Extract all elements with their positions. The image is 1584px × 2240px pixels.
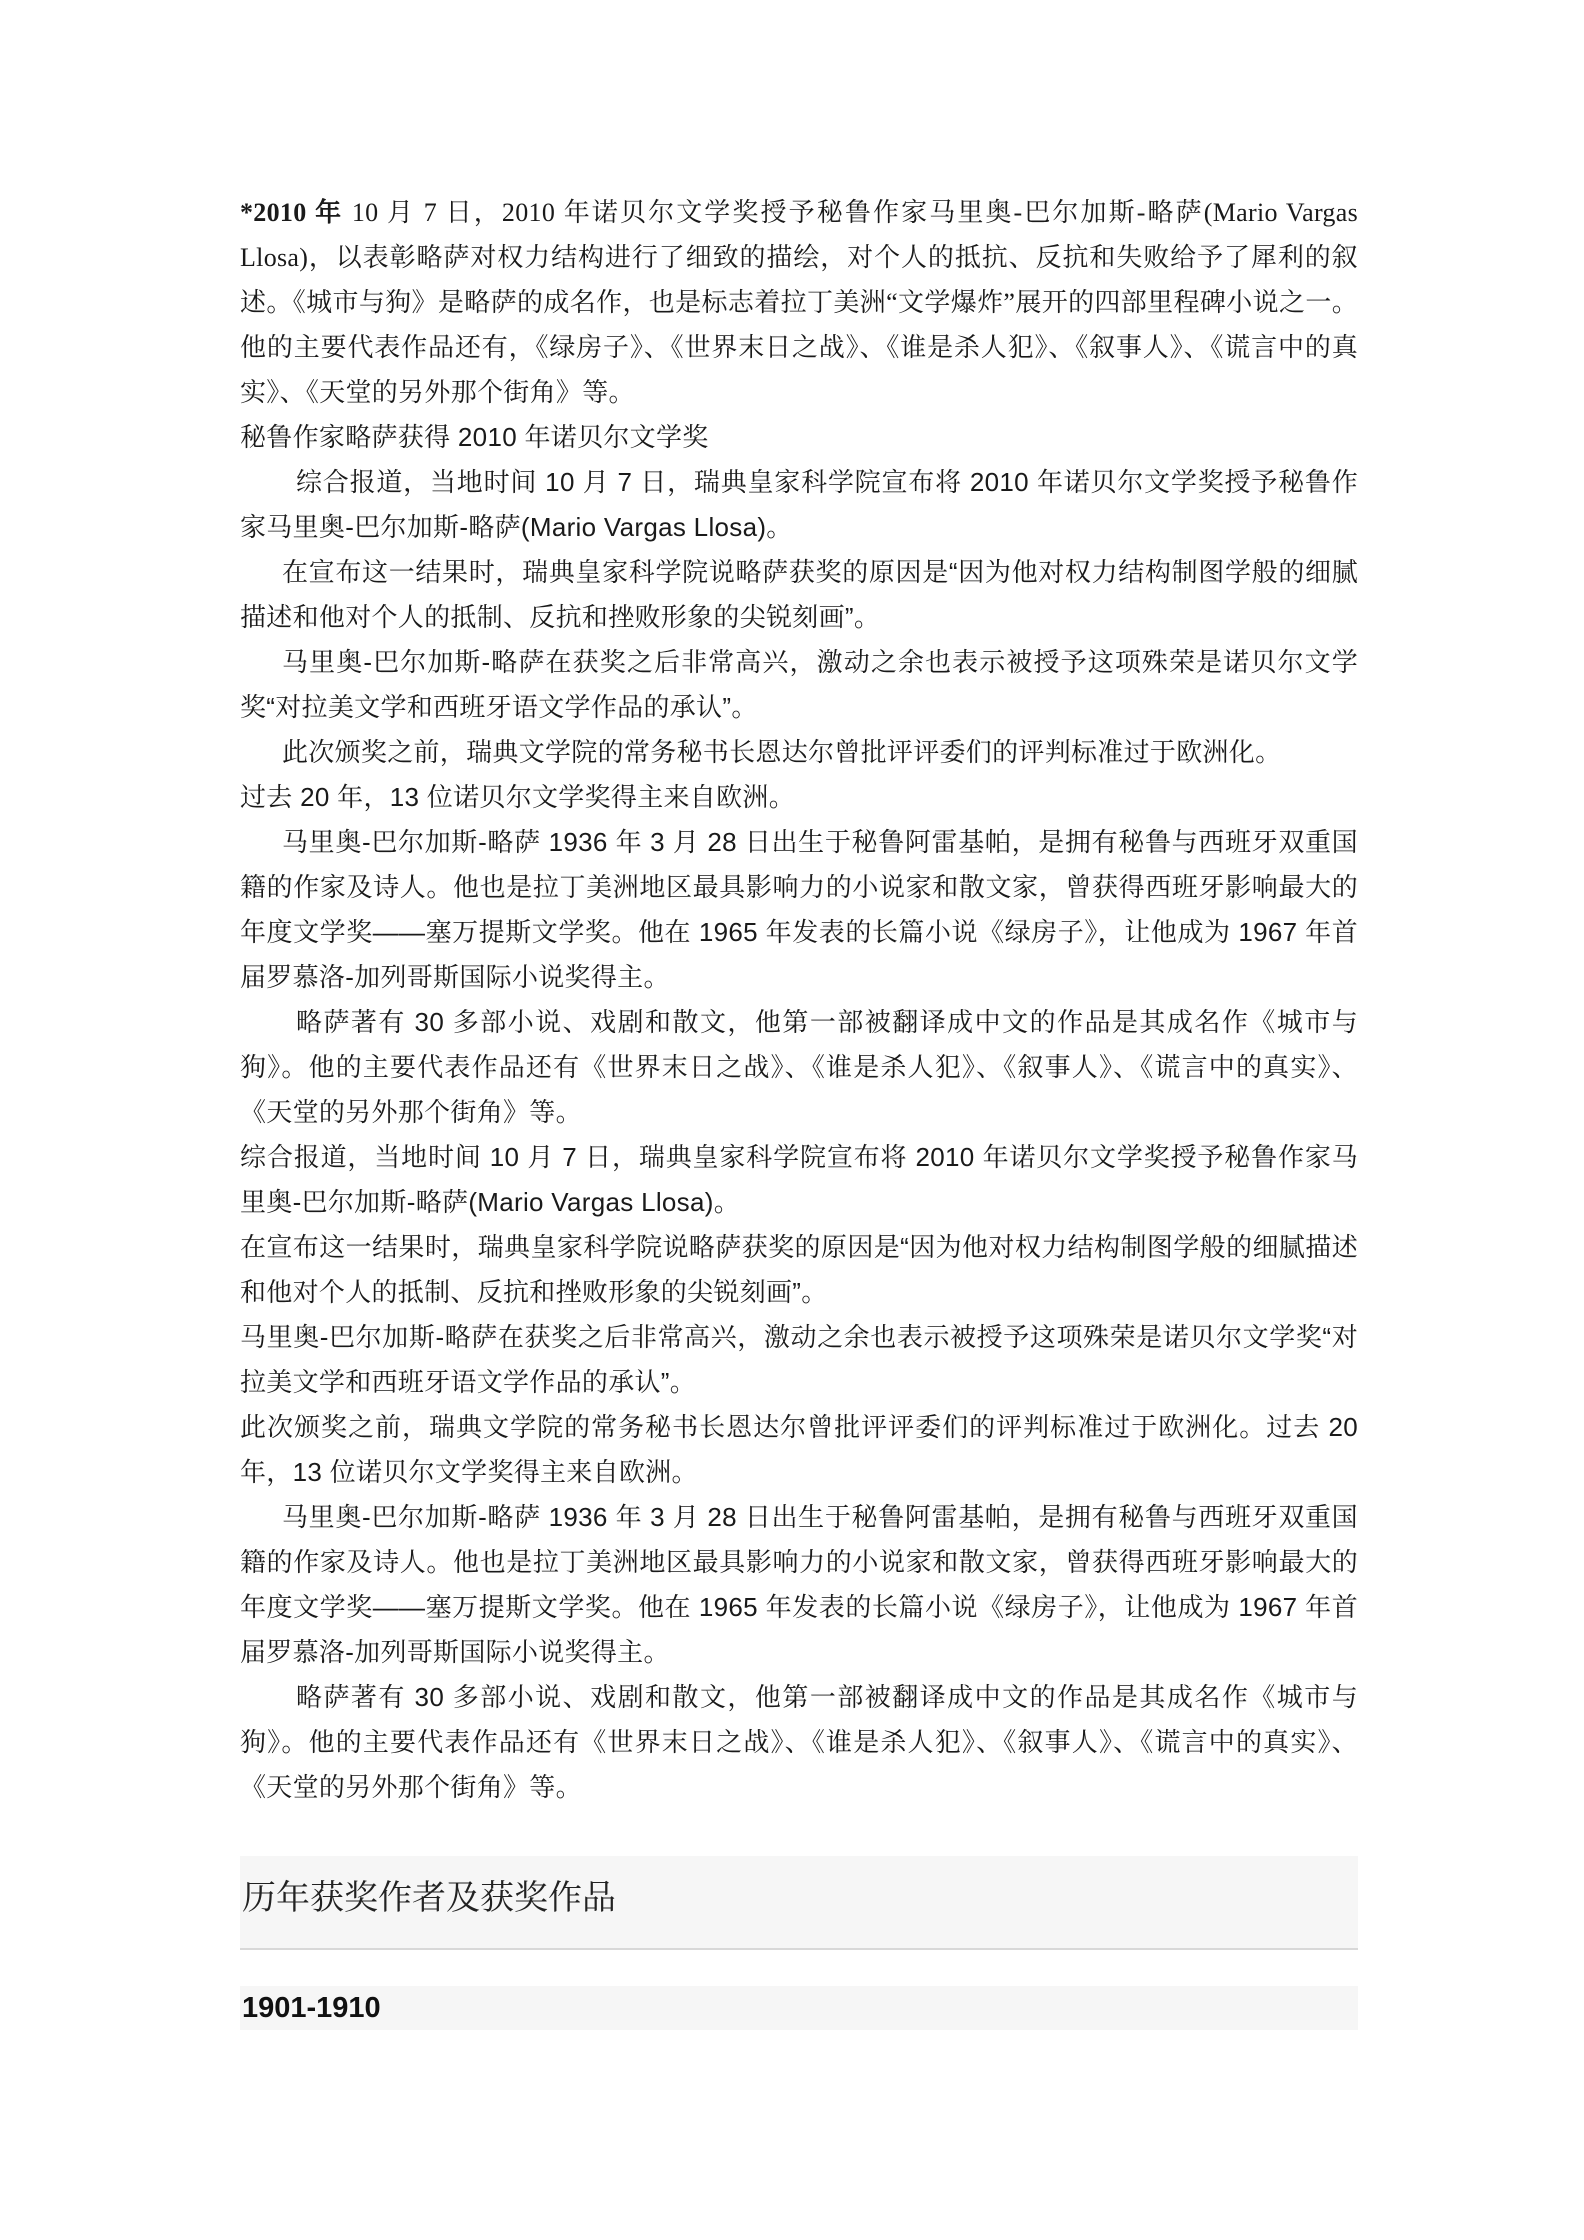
criticism-paragraph-repeat: 此次颁奖之前，瑞典文学院的常务秘书长恩达尔曾批评评委们的评判标准过于欧洲化。过去 20 年，13 位诺贝尔文学奖得主来自欧洲。 (240, 1412, 1358, 1487)
reaction-paragraph: 马里奥-巴尔加斯-略萨在获奖之后非常高兴，激动之余也表示被授予这项殊荣是诺贝尔文学奖“对拉美文学和西班牙语文学作品的承认”。 (240, 647, 1358, 722)
section-heading: 历年获奖作者及获奖作品 (240, 1856, 1358, 1950)
reaction-paragraph-repeat: 马里奥-巴尔加斯-略萨在获奖之后非常高兴，激动之余也表示被授予这项殊荣是诺贝尔文学奖“对拉美文学和西班牙语文学作品的承认”。 (240, 1322, 1358, 1397)
intro-date-lead: *2010 年 (240, 198, 344, 227)
works-paragraph-repeat: 略萨著有 30 多部小说、戏剧和散文，他第一部被翻译成中文的作品是其成名作《城市与狗》。他的主要代表作品还有《世界末日之战》、《谁是杀人犯》、《叙事人》、《谎言中的真实》、《天堂的另外那个街角》等。 (240, 1682, 1358, 1802)
decade-heading: 1901-1910 (240, 1986, 1358, 2030)
report-paragraph: 综合报道，当地时间 10 月 7 日，瑞典皇家科学院宣布将 2010 年诺贝尔文学奖授予秘鲁作家马里奥-巴尔加斯-略萨(Mario Vargas Llosa)。 (240, 467, 1358, 542)
document-body (240, 190, 1358, 1810)
biography-paragraph-repeat: 马里奥-巴尔加斯-略萨 1936 年 3 月 28 日出生于秘鲁阿雷基帕，是拥有秘鲁与西班牙双重国籍的作家及诗人。他也是拉丁美洲地区最具影响力的小说家和散文家，曾获得西班牙影响最大的年度文学奖——塞万提斯文学奖。他在 1965 年发表的长篇小说《绿房子》，让他成为 1967 年首届罗慕洛-加列哥斯国际小说奖得主。 (240, 1502, 1358, 1667)
article-headline: 秘鲁作家略萨获得 2010 年诺贝尔文学奖 (240, 422, 709, 452)
intro-paragraph (240, 190, 1358, 415)
reason-paragraph-repeat: 在宣布这一结果时，瑞典皇家科学院说略萨获奖的原因是“因为他对权力结构制图学般的细腻描述和他对个人的抵制、反抗和挫败形象的尖锐刻画”。 (240, 1232, 1358, 1307)
intro-text: 10 月 7 日，2010 年诺贝尔文学奖授予秘鲁作家马里奥-巴尔加斯-略萨(Mario Vargas Llosa)，以表彰略萨对权力结构进行了细致的描绘，对个人的抵抗、反抗和失败给予了犀利的叙述。《城市与狗》是略萨的成名作，也是标志着拉丁美洲“文学爆炸”展开的四部里程碑小说之一。他的主要代表作品还有，《绿房子》、《世界末日之战》、《谁是杀人犯》、《叙事人》、《谎言中的真实》、《天堂的另外那个街角》等。 (240, 198, 1358, 407)
report-paragraph-repeat: 综合报道，当地时间 10 月 7 日，瑞典皇家科学院宣布将 2010 年诺贝尔文学奖授予秘鲁作家马里奥-巴尔加斯-略萨(Mario Vargas Llosa)。 (240, 1142, 1358, 1217)
biography-paragraph: 马里奥-巴尔加斯-略萨 1936 年 3 月 28 日出生于秘鲁阿雷基帕，是拥有秘鲁与西班牙双重国籍的作家及诗人。他也是拉丁美洲地区最具影响力的小说家和散文家，曾获得西班牙影响最大的年度文学奖——塞万提斯文学奖。他在 1965 年发表的长篇小说《绿房子》，让他成为 1967 年首届罗慕洛-加列哥斯国际小说奖得主。 (240, 827, 1358, 992)
criticism-paragraph: 此次颁奖之前，瑞典文学院的常务秘书长恩达尔曾批评评委们的评判标准过于欧洲化。 (282, 737, 1282, 767)
works-paragraph: 略萨著有 30 多部小说、戏剧和散文，他第一部被翻译成中文的作品是其成名作《城市与狗》。他的主要代表作品还有《世界末日之战》、《谁是杀人犯》、《叙事人》、《谎言中的真实》、《天堂的另外那个街角》等。 (240, 1007, 1358, 1127)
europe-stat-paragraph: 过去 20 年，13 位诺贝尔文学奖得主来自欧洲。 (240, 782, 796, 812)
reason-paragraph: 在宣布这一结果时，瑞典皇家科学院说略萨获奖的原因是“因为他对权力结构制图学般的细腻描述和他对个人的抵制、反抗和挫败形象的尖锐刻画”。 (240, 557, 1358, 632)
